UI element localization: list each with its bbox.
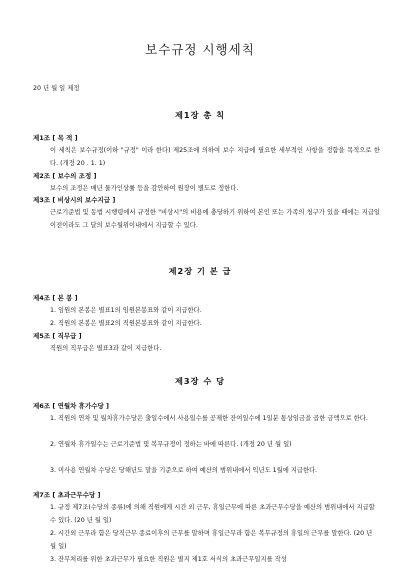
article-3-text: 근로기준법 및 동법 시행령에서 규정한 "비상시"의 비용에 충당하기 위하여 본인 또는 가족의 청구가 있을 때에는 지급일 이전이라도 그 달의 보수월위이내에서 지급할 수 있다. xyxy=(50,209,380,229)
article-1-text: 이 세칙은 보수규정(이하 "규정" 이라 한다) 제25조에 의하여 보수 지급에 필요한 세부적인 사항을 정함을 목적으로 한다. (개정 20 . 1. 1) xyxy=(50,147,380,167)
article-6-item: 1. 직원의 연차 및 월차휴가수당은 출일수에서 사용일수를 공제한 잔여일수에 1일분 통상임금을 곱한 금액으로 한다. xyxy=(50,415,368,422)
article-5-title: 제5조 [ 직무급 ] xyxy=(33,332,82,340)
article-6-item: 2. 연월차 휴가일수는 근로기준법 및 복무규정이 정하는 바에 따른다. (개정 20 년 월 일) xyxy=(50,441,292,448)
article-4-item: 2. 직원의 본봉은 별표2의 직원본봉표와 같이 지급한다. xyxy=(50,320,202,327)
document-title: 보수규정 시행세칙 xyxy=(145,42,255,57)
article-4-title: 제4조 [ 본 봉 ] xyxy=(33,294,78,302)
article-7-item: 1. 규정 제7조(수당의 종류)에 의해 직원에게 시간 외 근무, 휴일근무에 따른 초과근무수당을 예산의 범위내에서 지급할 수 있다. (20 년 월 일) xyxy=(50,504,375,524)
article-6-title: 제6조 [ 연월차 휴가수당 ] xyxy=(33,402,110,410)
article-5-text: 직원의 직무급은 별표3과 같이 지급한다. xyxy=(50,345,162,352)
article-2-title: 제2조 [ 보수의 조정 ] xyxy=(33,172,97,180)
article-6-item: 3. 미사용 연월차 수당은 당해년도 말을 기준으로 하여 예산의 범위내에서 익년도 1월에 지급한다. xyxy=(50,467,318,474)
chapter-3-heading: 제3장 수 당 xyxy=(174,376,226,386)
article-7-item: 3. 잔무처리를 위한 초과근무가 필요한 직원은 별지 제1호 서식의 초과근무일지를 작성 xyxy=(50,556,287,563)
article-3-title: 제3조 [ 비상시의 보수지급 ] xyxy=(33,196,116,204)
article-4-item: 1. 임원의 본봉은 별표1의 임원본봉표와 같이 지급한다. xyxy=(50,307,202,314)
chapter-1-heading: 제1장 총 칙 xyxy=(174,110,226,120)
article-1-title: 제1조 [ 목 적 ] xyxy=(33,134,78,142)
article-2-text: 보수의 조정은 매년 물가인상률 등을 감안하여 원장이 별도로 정한다. xyxy=(50,185,239,192)
article-7-item: 2. 시간외 근무라 함은 당직근무 종료이후의 근무를 말하며 휴일근무라 함은 복무규정의 휴일의 근무를 말한다. (20 년 월 일) xyxy=(50,530,373,550)
enactment-date: 20 년 월 일 제정 xyxy=(33,85,80,92)
chapter-2-heading: 제2장 기 본 급 xyxy=(168,266,232,276)
article-7-title: 제7조 [ 초과근무수당 ] xyxy=(33,491,101,499)
